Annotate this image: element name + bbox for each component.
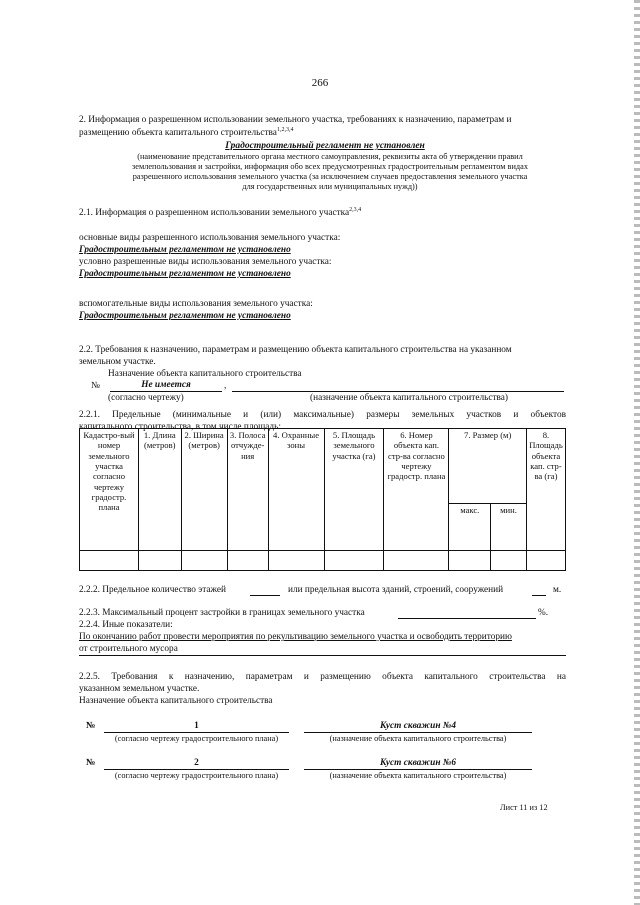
number-sign: № [86, 721, 96, 731]
section-2-2-4-line2: от строительного мусора [79, 644, 178, 654]
caption-purpose: (назначение объекта капитального строительства) [329, 771, 507, 780]
table-cell [181, 551, 227, 571]
section-2-heading [79, 115, 579, 139]
caption-by-drawing: (согласно чертежу) [108, 393, 184, 403]
object-number: 1 [194, 721, 199, 731]
object-purpose: Куст скважин №6 [380, 758, 456, 768]
note-line: разрешенного использования земельного участка (за исключением случаев предоставления земельного участка [132, 172, 528, 182]
table-row [80, 551, 566, 571]
main-uses-value: Градостроительным регламентом не установлено [79, 245, 291, 255]
number-sign: № [86, 758, 96, 768]
section-2-1-footnote-refs: 2,3,4 [349, 207, 362, 213]
regulation-note [100, 152, 560, 192]
section-2-1-heading: 2.1. Информация о разрешенном использовании земельного участка [79, 208, 350, 219]
table-cell [80, 551, 139, 571]
page-number: 266 [311, 77, 329, 89]
section-2-2-1-line2: капитального строительства, в том числе площадь: [79, 422, 281, 432]
note-line: (наименование представительного органа местного самоуправления, реквизиты акта об утверждении правил [137, 152, 523, 161]
table-cell [384, 551, 449, 571]
section-2-2-4-line1: По окончанию работ провести мероприятия по рекультивацию земельного участка и освободить территорию [79, 632, 512, 642]
parameters-table [79, 428, 566, 571]
number-value: Не имеется [141, 380, 191, 390]
main-uses-label: основные виды разрешенного использования земельного участка: [79, 233, 341, 243]
table-header-row [80, 429, 566, 504]
col-cadastral: Кадастро-вый номер земельного участка согласно чертежу градостр. плана [80, 429, 139, 551]
object-purpose: Куст скважин №4 [380, 721, 456, 731]
col-protected-zones: 4. Охранные зоны [268, 429, 324, 551]
section-2-2-4-heading: 2.2.4. Иные показатели: [79, 620, 173, 630]
object-number: 2 [194, 758, 199, 768]
note-line: для государственных или муниципальных нужд)) [242, 182, 418, 192]
section-2-2-5-line2: указанном земельном участке. [79, 684, 200, 694]
caption-purpose: (назначение объекта капитального строительства) [329, 734, 507, 743]
table-cell [449, 551, 491, 571]
section-2-heading-line2-wrap [79, 127, 579, 140]
section-2-2-5-line1: 2.2.5. Требования к назначению, параметрам и размещению объекта капитального строительства на [79, 672, 566, 682]
table-cell [227, 551, 268, 571]
auxiliary-uses-value: Градостроительным регламентом не установлено [79, 311, 291, 321]
section-2-2-purpose-label: Назначение объекта капитального строительства [108, 369, 302, 379]
caption-purpose: (назначение объекта капитального строительства) [310, 393, 508, 403]
caption-by-drawing: (согласно чертежу градостроительного плана) [114, 771, 279, 780]
section-2-2-4-underline [79, 655, 566, 656]
height-line [532, 595, 546, 596]
col-object-area: 8. Площадь объекта кап. стр-ва (га) [526, 429, 565, 551]
col-alienation-strip: 3. Полоса отчужде-ния [227, 429, 268, 551]
section-2-footnote-refs: 1,2,3,4 [276, 126, 294, 133]
section-2-2-5-purpose-label: Назначение объекта капитального строительства [79, 696, 273, 706]
section-2-heading-line1: 2. Информация о разрешенном использовании земельного участка, требованиях к назначению, параметрам и [79, 115, 512, 125]
col-object-number: 6. Номер объекта кап. стр-ва согласно чертежу градостр. плана [384, 429, 449, 551]
table-cell [324, 551, 384, 571]
height-unit: м. [553, 585, 562, 595]
col-size-max: макс. [449, 504, 491, 551]
section-2-1-heading-wrap [79, 207, 361, 220]
comma: , [224, 381, 227, 391]
conditional-uses-label: условно разрешенные виды использования земельного участка: [79, 257, 332, 267]
col-width: 2. Ширина (метров) [181, 429, 227, 551]
regulation-title: Градостроительный регламент не установлен [225, 141, 425, 151]
percent-line [398, 618, 536, 619]
purpose-line [232, 391, 564, 392]
sheet-number: Лист 11 из 12 [500, 803, 548, 812]
section-2-2-line2: земельном участке. [79, 357, 156, 367]
conditional-uses-value: Градостроительным регламентом не установлено [79, 269, 291, 279]
table-cell [526, 551, 565, 571]
section-2-2-line1: 2.2. Требования к назначению, параметрам и размещению объекта капитального строительства на указанном [79, 345, 512, 355]
number-sign: № [91, 381, 100, 391]
table-cell [139, 551, 182, 571]
section-2-2-2-text-b: или предельная высота зданий, строений, сооружений [288, 585, 504, 595]
section-2-2-2-text-a: 2.2.2. Предельное количество этажей [79, 585, 226, 595]
percent-unit: %. [538, 608, 549, 618]
col-length: 1. Длина (метров) [139, 429, 182, 551]
note-line: землепользования и застройки, информация обо всех предусмотренных градостроительным регламентом видах [132, 162, 528, 172]
table-cell [491, 551, 527, 571]
section-2-2-1-line1: 2.2.1. Предельные (минимальные и (или) максимальные) размеры земельных участков и объектов [79, 410, 566, 420]
col-size: 7. Размер (м) [449, 429, 527, 504]
col-area: 5. Площадь земельного участка (га) [324, 429, 384, 551]
auxiliary-uses-label: вспомогательные виды использования земельного участка: [79, 299, 313, 309]
caption-by-drawing: (согласно чертежу градостроительного плана) [114, 734, 279, 743]
page-edge-perforation [634, 0, 640, 905]
table-cell [268, 551, 324, 571]
section-2-2-3-text: 2.2.3. Максимальный процент застройки в границах земельного участка [79, 608, 365, 618]
floors-line [250, 595, 280, 596]
col-size-min: мин. [491, 504, 527, 551]
section-2-heading-line2: размещению объекта капитального строительства [79, 127, 277, 138]
